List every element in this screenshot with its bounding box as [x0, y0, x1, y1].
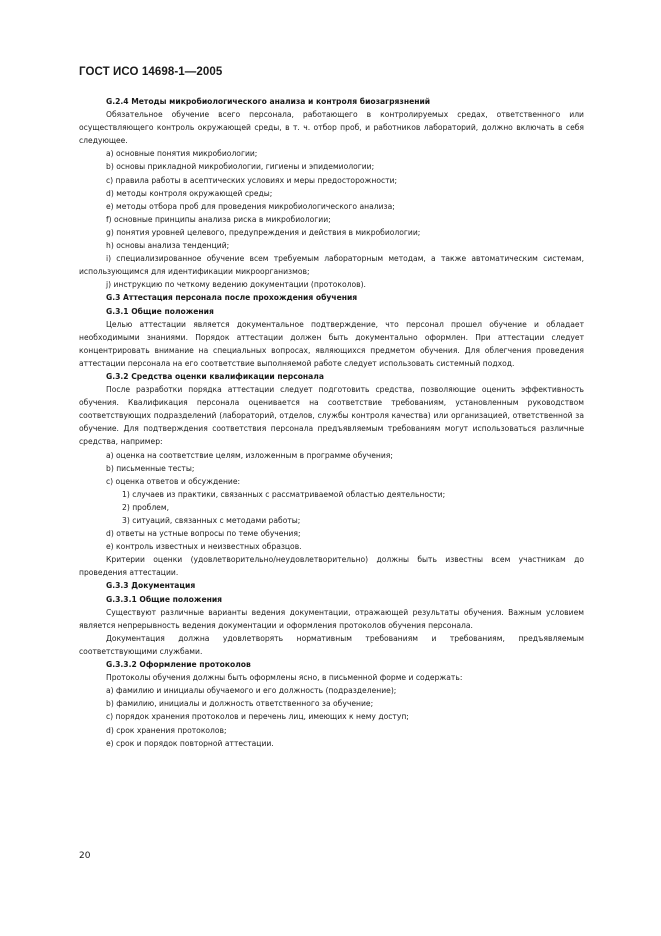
paragraph: Целью аттестации является документальное подтверждение, что персонал прошел обучение и обладает необходимыми знаниями. Порядок аттестации должен быть документально оформлен. При аттестации следует концентрировать внимание на специальных вопросах, являющихся предметом обучения. Для облегчения проведения аттестации персонала на его соответствие выполняемой работе следует использовать системный подход.	[79, 319, 584, 368]
list-item: b) письменные тесты;	[106, 463, 195, 473]
list-item: a) основные понятия микробиологии;	[106, 149, 258, 159]
section-heading: G.3.2 Средства оценки квалификации персонала	[106, 371, 324, 381]
list-item: g) понятия уровней целевого, предупреждения и действия в микробиологии;	[106, 227, 421, 237]
paragraph: Протоколы обучения должны быть оформлены ясно, в письменной форме и содержать:	[106, 673, 463, 683]
list-item: c) порядок хранения протоколов и перечень лиц, имеющих к нему доступ;	[106, 712, 409, 722]
section-heading: G.3.3.1 Общие положения	[106, 594, 223, 604]
list-item: h) основы анализа тенденций;	[106, 241, 230, 251]
document-body	[79, 95, 584, 750]
sub-list-item: 2) проблем,	[122, 502, 169, 512]
list-item: b) основы прикладной микробиологии, гигиены и эпидемиологии;	[106, 162, 375, 172]
list-item: a) оценка на соответствие целям, изложенным в программе обучения;	[106, 450, 393, 460]
list-item-wrapped: i) специализированное обучение всем требуемым лабораторным методам, а также автоматическим системам, использующимся для идентификации микроорганизмов;	[79, 254, 584, 277]
section-heading: G.3.3.2 Оформление протоколов	[106, 660, 251, 670]
list-item: j) инструкцию по четкому ведению документации (протоколов).	[106, 280, 366, 290]
paragraph: Существуют различные варианты ведения документации, отражающей результаты обучения. Важным условием является непрерывность ведения документации и оформления протоколов обучения персонала.	[79, 607, 584, 630]
list-item: c) оценка ответов и обсуждение:	[106, 476, 241, 486]
sub-list-item: 3) ситуаций, связанных с методами работы;	[122, 516, 301, 525]
list-item: c) правила работы в асептических условиях и меры предосторожности;	[106, 175, 398, 185]
sub-list-item: 1) случаев из практики, связанных с рассматриваемой областью деятельности;	[122, 489, 446, 499]
section-heading: G.3 Аттестация персонала после прохождения обучения	[106, 293, 358, 303]
paragraph: Обязательное обучение всего персонала, работающего в контролируемых средах, ответственного или осуществляющего контроль окружающей среды, в т. ч. отбор проб, и работников лабораторий, должно включать в себя следующее.	[79, 110, 584, 146]
page-number: 20	[79, 851, 91, 861]
section-heading: G.3.3 Документация	[106, 581, 196, 591]
list-item: f) основные принципы анализа риска в микробиологии;	[106, 214, 331, 224]
list-item: e) контроль известных и неизвестных образцов.	[106, 542, 302, 552]
section-heading: G.3.1 Общие положения	[106, 306, 214, 316]
list-item: d) методы контроля окружающей среды;	[106, 188, 273, 198]
list-item: a) фамилию и инициалы обучаемого и его должность (подразделение);	[106, 686, 397, 696]
paragraph: Документация должна удовлетворять нормативным требованиям и требованиям, предъявляемым соответствующими службами.	[79, 633, 584, 656]
list-item: d) срок хранения протоколов;	[106, 725, 227, 735]
list-item: d) ответы на устные вопросы по теме обучения;	[106, 529, 301, 539]
list-item: e) методы отбора проб для проведения микробиологического анализа;	[106, 201, 395, 211]
paragraph: После разработки порядка аттестации следует подготовить средства, позволяющие оценить эффективность обучения. Квалификация персонала оценивается на соответствие требованиям, установленным руководством соответствующих подразделений (лабораторий, отделов, службы контроля качества) или организацией, ответственной за обучение. Для подтверждения соответствия персонала предъявляемым требованиям могут использоваться различные средства, например:	[79, 385, 584, 447]
section-heading: G.2.4 Методы микробиологического анализа и контроля биозагрязнений	[106, 97, 431, 106]
paragraph: Критерии оценки (удовлетворительно/неудовлетворительно) должны быть известны всем участникам до проведения аттестации.	[79, 555, 584, 578]
list-item: b) фамилию, инициалы и должность ответственного за обучение;	[106, 699, 374, 709]
list-item: e) срок и порядок повторной аттестации.	[106, 738, 274, 748]
document-header: ГОСТ ИСО 14698-1—2005	[79, 66, 223, 78]
